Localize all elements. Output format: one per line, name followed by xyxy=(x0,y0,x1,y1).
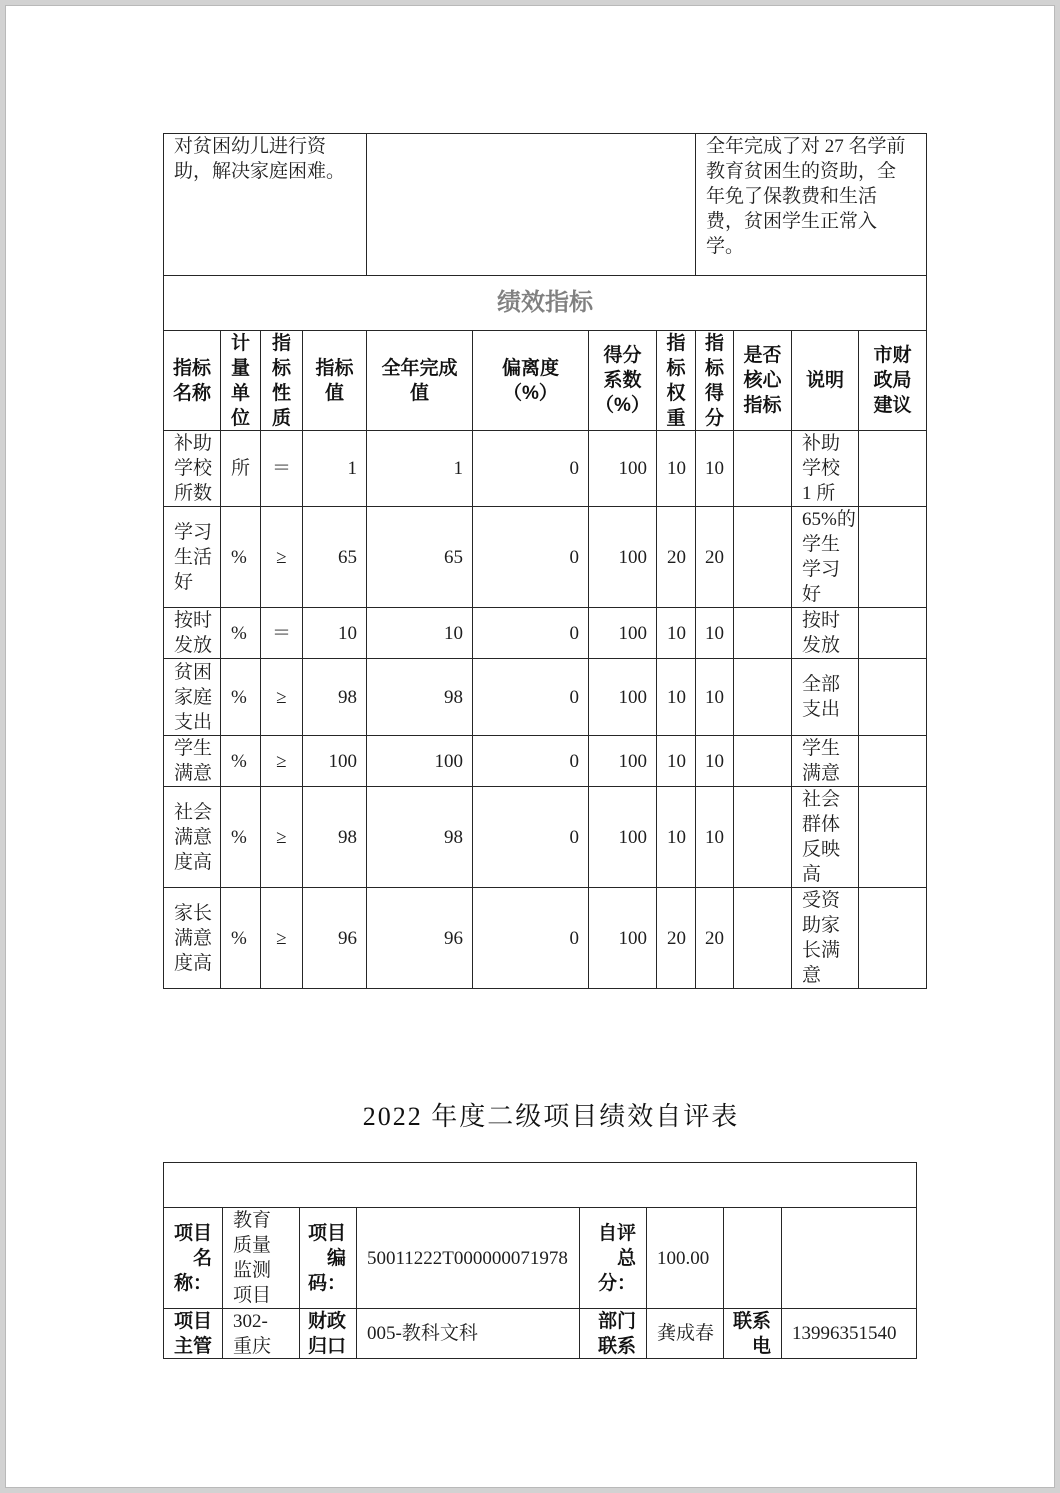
score-coefficient-cell: 100 xyxy=(588,607,657,659)
supervising-dept-value: 302- 重庆 xyxy=(222,1308,300,1359)
dept-contact-value: 龚成春 xyxy=(646,1308,724,1359)
indicator-name-cell: 学习 生活 好 xyxy=(163,506,221,608)
deviation-cell: 0 xyxy=(472,607,589,659)
score-coefficient-cell: 100 xyxy=(588,735,657,787)
score-coefficient-cell: 100 xyxy=(588,786,657,888)
weight-cell: 20 xyxy=(656,506,696,608)
indicator-type-cell: ≥ xyxy=(260,735,303,787)
header-deviation: 偏离度 （%） xyxy=(472,330,589,431)
indicator-name-cell: 学生 满意 xyxy=(163,735,221,787)
finance-category-value: 005-教科文科 xyxy=(356,1308,580,1359)
self-score-label: 自评 总 分： xyxy=(579,1207,647,1309)
actual-result-cell: 全年完成了对 27 名学前 教育贫困生的资助，全 年免了保教费和生活 费，贫困学生正常入 学。 xyxy=(695,133,927,276)
target-value-cell: 98 xyxy=(302,658,367,736)
weight-cell: 10 xyxy=(656,786,696,888)
description-cell: 学生 满意 xyxy=(791,735,859,787)
project-code-label: 项目 编 码： xyxy=(299,1207,357,1309)
indicator-type-cell: ≥ xyxy=(260,887,303,989)
deviation-cell: 0 xyxy=(472,887,589,989)
header-core-indicator: 是否 核心 指标 xyxy=(733,330,792,431)
description-cell: 受资 助家 长满 意 xyxy=(791,887,859,989)
score-coefficient-cell: 100 xyxy=(588,658,657,736)
indicator-type-cell: ≥ xyxy=(260,786,303,888)
score-cell: 10 xyxy=(695,607,734,659)
supervising-dept-label: 项目 主管 xyxy=(163,1308,223,1359)
goal-cell: 对贫困幼儿进行资 助，解决家庭困难。 xyxy=(163,133,367,276)
unit-cell: % xyxy=(220,506,261,608)
target-value-cell: 65 xyxy=(302,506,367,608)
unit-cell: % xyxy=(220,887,261,989)
header-description: 说明 xyxy=(791,330,859,431)
unit-cell: 所 xyxy=(220,430,261,507)
section-title: 绩效指标 xyxy=(163,275,927,331)
dept-contact-label: 部门 联系 xyxy=(579,1308,647,1359)
indicator-name-cell: 补助 学校 所数 xyxy=(163,430,221,507)
weight-cell: 10 xyxy=(656,430,696,507)
indicator-type-cell: ＝ xyxy=(260,430,303,507)
score-cell: 10 xyxy=(695,430,734,507)
finance-category-label: 财政 归口 xyxy=(299,1308,357,1359)
header-finance-suggestion: 市财 政局 建议 xyxy=(858,330,927,431)
indicator-name-cell: 按时 发放 xyxy=(163,607,221,659)
target-value-cell: 100 xyxy=(302,735,367,787)
indicator-type-cell: ≥ xyxy=(260,658,303,736)
unit-cell: % xyxy=(220,735,261,787)
header-weight: 指 标 权 重 xyxy=(656,330,696,431)
deviation-cell: 0 xyxy=(472,658,589,736)
project-code-value: 50011222T000000071978 xyxy=(356,1207,580,1309)
document-title: 2022 年度二级项目绩效自评表 xyxy=(362,1102,740,1131)
score-coefficient-cell: 100 xyxy=(588,430,657,507)
score-coefficient-cell: 100 xyxy=(588,887,657,989)
actual-value-cell: 96 xyxy=(366,887,473,989)
header-target-value: 指标 值 xyxy=(302,330,367,431)
target-value-cell: 96 xyxy=(302,887,367,989)
score-cell: 10 xyxy=(695,786,734,888)
score-cell: 20 xyxy=(695,506,734,608)
weight-cell: 10 xyxy=(656,607,696,659)
indicator-type-cell: ＝ xyxy=(260,607,303,659)
blank-cell xyxy=(781,1207,917,1309)
unit-cell: % xyxy=(220,607,261,659)
actual-value-cell: 98 xyxy=(366,786,473,888)
header-indicator-name: 指标 名称 xyxy=(163,330,221,431)
actual-value-cell: 98 xyxy=(366,658,473,736)
description-cell: 社会 群体 反映 高 xyxy=(791,786,859,888)
deviation-cell: 0 xyxy=(472,430,589,507)
description-cell: 全部 支出 xyxy=(791,658,859,736)
description-cell: 补助 学校 1 所 xyxy=(791,430,859,507)
form-blank-row xyxy=(163,1162,917,1208)
indicator-type-cell: ≥ xyxy=(260,506,303,608)
target-value-cell: 98 xyxy=(302,786,367,888)
description-cell: 按时 发放 xyxy=(791,607,859,659)
indicator-name-cell: 社会 满意 度高 xyxy=(163,786,221,888)
actual-value-cell: 65 xyxy=(366,506,473,608)
score-coefficient-cell: 100 xyxy=(588,506,657,608)
deviation-cell: 0 xyxy=(472,735,589,787)
header-actual-value: 全年完成 值 xyxy=(366,330,473,431)
weight-cell: 20 xyxy=(656,887,696,989)
project-name-value: 教育 质量 监测 项目 xyxy=(222,1207,300,1309)
unit-cell: % xyxy=(220,786,261,888)
unit-cell: % xyxy=(220,658,261,736)
indicator-name-cell: 贫困 家庭 支出 xyxy=(163,658,221,736)
target-value-cell: 1 xyxy=(302,430,367,507)
score-cell: 10 xyxy=(695,658,734,736)
indicator-name-cell: 家长 满意 度高 xyxy=(163,887,221,989)
self-score-value: 100.00 xyxy=(646,1207,724,1309)
weight-cell: 10 xyxy=(656,658,696,736)
header-score: 指 标 得 分 xyxy=(695,330,734,431)
description-cell: 65%的 学生 学习 好 xyxy=(791,506,859,608)
score-cell: 20 xyxy=(695,887,734,989)
deviation-cell: 0 xyxy=(472,506,589,608)
blank-cell xyxy=(723,1207,782,1309)
contact-phone-value: 13996351540 xyxy=(781,1308,917,1359)
header-unit: 计 量 单 位 xyxy=(220,330,261,431)
weight-cell: 10 xyxy=(656,735,696,787)
contact-phone-label: 联系 电 xyxy=(723,1308,782,1359)
project-name-label: 项目 名 称： xyxy=(163,1207,223,1309)
score-cell: 10 xyxy=(695,735,734,787)
header-indicator-type: 指 标 性 质 xyxy=(260,330,303,431)
deviation-cell: 0 xyxy=(472,786,589,888)
actual-value-cell: 100 xyxy=(366,735,473,787)
actual-value-cell: 10 xyxy=(366,607,473,659)
header-score-coefficient: 得分 系数 （%） xyxy=(588,330,657,431)
target-value-cell: 10 xyxy=(302,607,367,659)
actual-value-cell: 1 xyxy=(366,430,473,507)
